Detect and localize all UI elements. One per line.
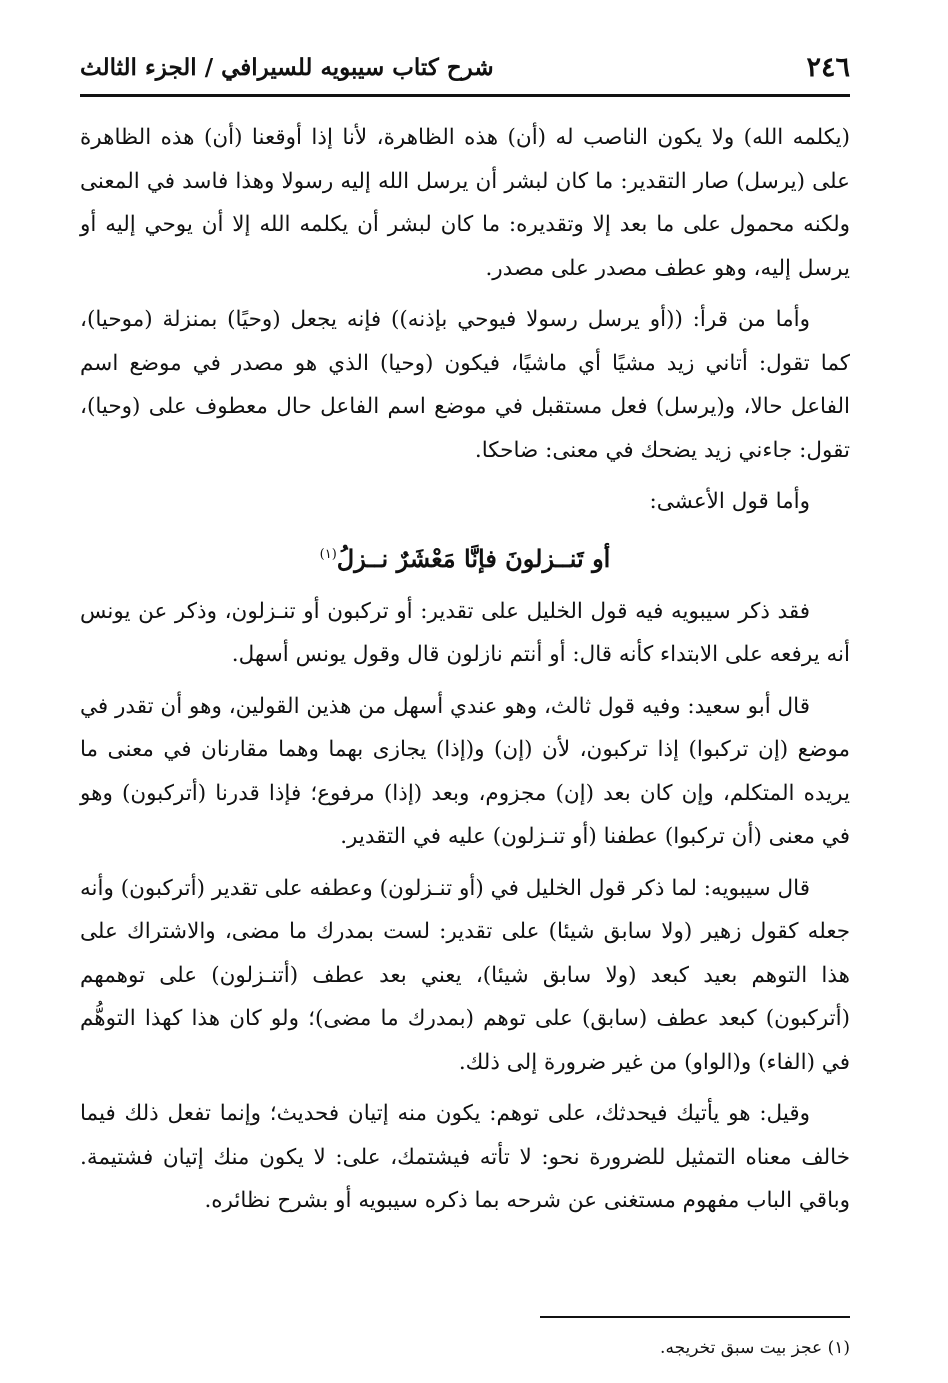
footnote: (١) عجز بيت سبق تخريجه.: [660, 1338, 850, 1358]
footnote-divider: [540, 1316, 850, 1318]
footnote-reference: (١): [319, 546, 337, 562]
book-page: [80, 48, 850, 1358]
paragraph: فقد ذكر سيبويه فيه قول الخليل على تقدير: أو تركبون أو تنـزلون، وذكر عن يونس أنه يرفعه على الابتداء كأنه قال: أو أنتم نازلون قال وقول يونس أسهل.: [80, 598, 850, 667]
poetry-verse: [80, 532, 850, 582]
verse-text: أو تَنــزلونَ فإنَّا مَعْشَرٌ نــزلُ: [336, 543, 611, 573]
paragraph: وأما قول الأعشى:: [649, 489, 810, 514]
paragraph: وأما من قرأ: ((أو يرسل رسولا فيوحي بإذنه)) فإنه يجعل (وحيًا) بمنزلة (موحيا)، كما تقول: أتاني زيد مشيًا أي ماشيًا، فيكون (وحيا) الذي هو مصدر في موضع اسم الفاعل حالا، و(يرسل) فعل مستقبل في موضع اسم الفاعل حال معطوف على (وحيا)، تقول: جاءني زيد يضحك في معنى: ضاحكا.: [80, 307, 850, 463]
running-title: شرح كتاب سيبويه للسيرافي / الجزء الثالث: [80, 54, 494, 81]
paragraph: وقيل: هو يأتيك فيحدثك، على توهم: يكون منه إتيان فحديث؛ وإنما تفعل ذلك فيما خالف معناه التمثيل للضرورة نحو: لا تأته فيشتمك، على: لا يكون منك إتيان فشتيمة. وباقي الباب مفهوم مستغنى عن شرحه بما ذكره سيبويه أو بشرح نظائره.: [80, 1101, 850, 1213]
paragraph: قال سيبويه: لما ذكر قول الخليل في (أو تنـزلون) وعطفه على تقدير (أتركبون) وأنه جعله كقول زهير (ولا سابق شيئا) على تقدير: لست بمدرك ما مضى، والاشتراك على هذا التوهم بعيد كبعد (ولا سابق شيئا)، يعني بعد عطف (أتنـزلون) على توهمهم (أتركبون) كبعد عطف (سابق) على توهم (بمدرك ما مضى)؛ ولو كان هذا كهذا التوهُّم في (الفاء) و(الواو) من غير ضرورة إلى ذلك.: [80, 875, 850, 1075]
paragraph: (يكلمه الله) ولا يكون الناصب له (أن) هذه الظاهرة، لأنا إذا أوقعنا (أن) هذه الظاهرة على (يرسل) صار التقدير: ما كان لبشر أن يرسل الله إليه رسولا وهذا فاسد في المعنى ولكنه محمول على ما بعد إلا وتقديره: ما كان لبشر أن يكلمه الله إلا أن يوحي إليه أو يرسل إليه، وهو عطف مصدر على مصدر.: [80, 125, 850, 281]
main-text: [80, 116, 850, 1231]
paragraph: قال أبو سعيد: وفيه قول ثالث، وهو عندي أسهل من هذين القولين، وهو أن تقدر في موضع (إن تركبوا) إذا تركبون، لأن (إن) و(إذا) يجازى بهما وهما مقارنان في معنى ما يريده المتكلم، وإن كان بعد (إن) مجزوم، وبعد (إذا) مرفوع؛ فإذا قدرنا (أتركبون) وهو في معنى (أن تركبوا) عطفنا (أو تنـزلون) عليه في التقدير.: [80, 693, 850, 849]
page-number: ٢٤٦: [806, 52, 850, 83]
page-header: [80, 48, 850, 97]
